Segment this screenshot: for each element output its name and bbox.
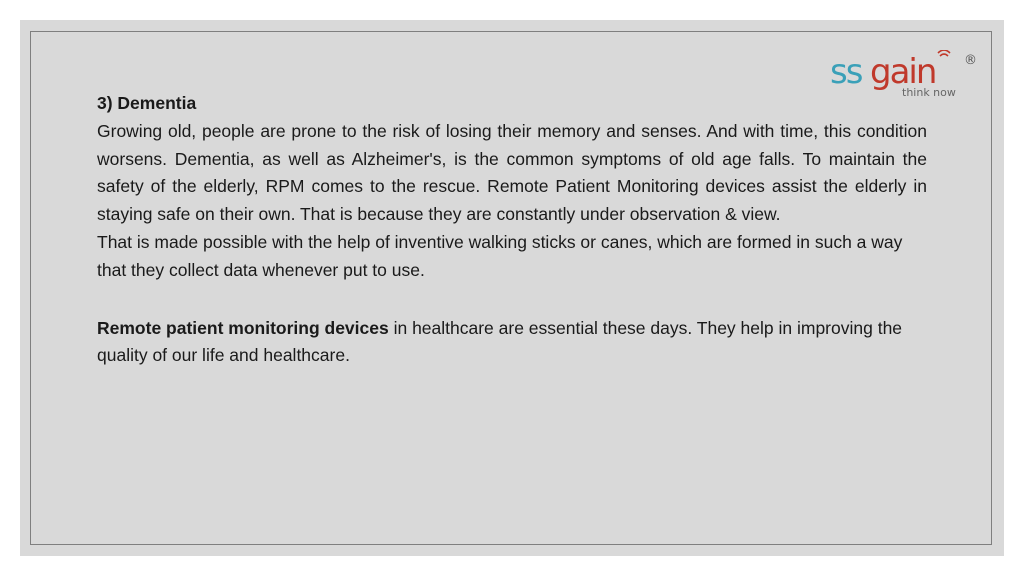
rpm-devices-emphasis: Remote patient monitoring devices — [97, 317, 389, 338]
paragraph-walking-sticks: That is made possible with the help of inventive walking sticks or canes, which are formed in such a way that they collect data whenever put to use. — [97, 231, 903, 280]
logo-mark-accent: gain — [870, 52, 936, 92]
slide-content — [97, 90, 927, 370]
logo-tagline: think now — [902, 86, 956, 99]
section-heading: 3) Dementia — [97, 93, 197, 113]
paragraph-rpm-devices — [97, 315, 927, 371]
registered-mark: ® — [964, 53, 977, 68]
logo-mark: ss — [830, 52, 862, 92]
paragraph-dementia: Growing old, people are prone to the risk of losing their memory and senses. And with time, this condition worsens. Dementia, as well as Alzheimer's, is the common symptoms of old age falls. To maintain the safety of the elderly, RPM comes to the rescue. Remote Patient Monitoring devices assist the elderly in staying safe on their own. That is because they are constantly under observation & view. — [97, 120, 927, 225]
paragraph-gap — [97, 285, 927, 315]
rpm-devices-text: in healthcare are essential these days. They help in improving the quality of our life and healthcare. — [97, 317, 903, 366]
